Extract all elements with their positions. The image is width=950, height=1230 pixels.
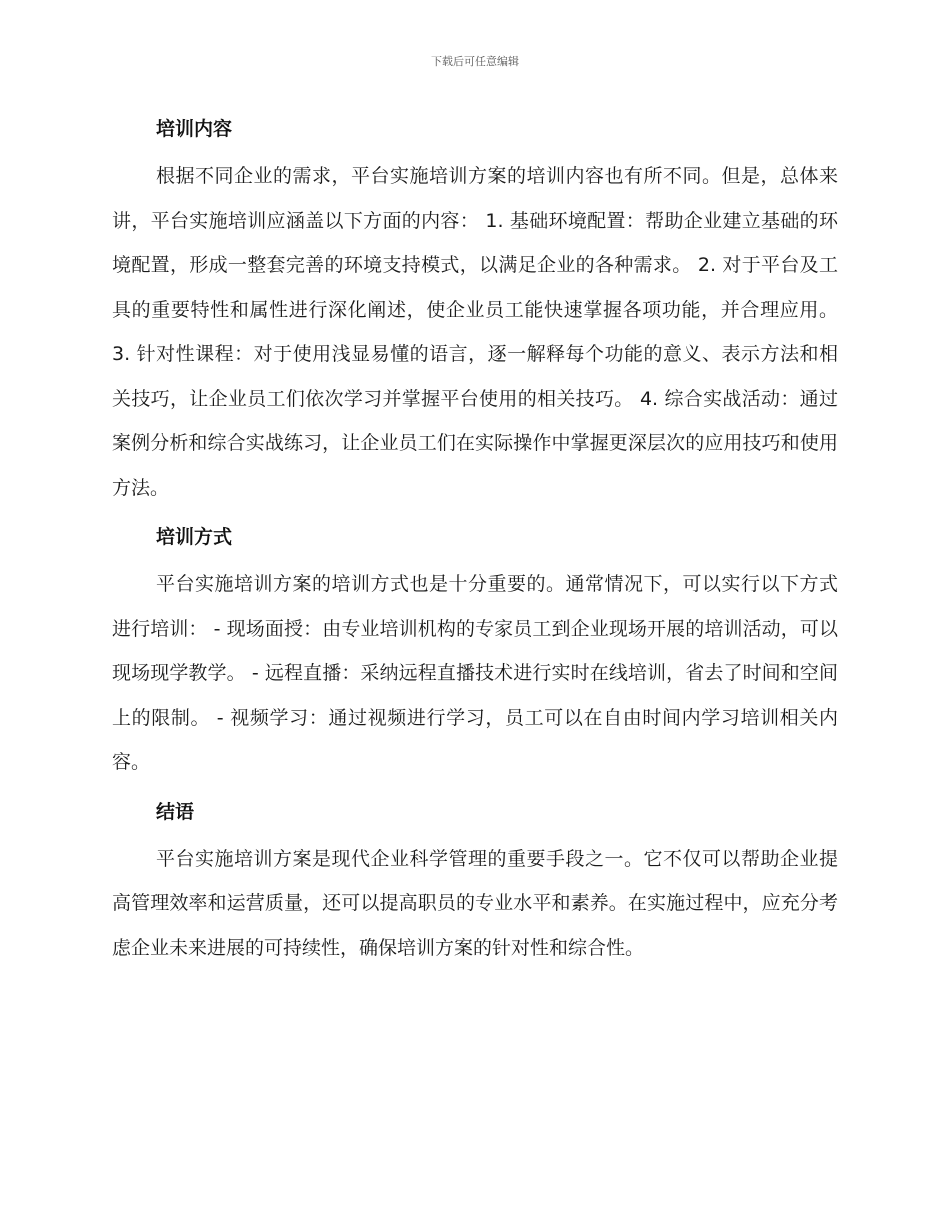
section-heading: 培训方式: [156, 526, 233, 548]
section-heading: 结语: [156, 800, 195, 823]
section-conclusion: [112, 793, 838, 971]
section-paragraph: 平台实施培训方案的培训方式也是十分重要的。通常情况下，可以实行以下方式进行培训： - 现场面授：由专业培训机构的专家员工到企业现场开展的培训活动，可以现场现学教学。 - 远程直播：采纳远程直播技术进行实时在线培训，省去了时间和空间上的限制。 - 视频学习：通过视频进行学习，员工可以在自由时间内学习培训相关内容。: [112, 573, 838, 773]
document-body: [112, 110, 838, 970]
page-header-note: 下载后可任意编辑: [431, 55, 519, 68]
section-heading: 培训内容: [156, 118, 233, 140]
section-paragraph: 平台实施培训方案是现代企业科学管理的重要手段之一。它不仅可以帮助企业提高管理效率和运营质量，还可以提高职员的专业水平和素养。在实施过程中，应充分考虑企业未来进展的可持续性，确保培训方案的针对性和综合性。: [112, 847, 838, 959]
section-paragraph: 根据不同企业的需求，平台实施培训方案的培训内容也有所不同。但是，总体来讲，平台实施培训应涵盖以下方面的内容： 1. 基础环境配置：帮助企业建立基础的环境配置，形成一整套完善的环境支持模式，以满足企业的各种需求。 2. 对于平台及工具的重要特性和属性进行深化阐述，使企业员工能快速掌握各项功能，并合理应用。 3. 针对性课程：对于使用浅显易懂的语言，逐一解释每个功能的意义、表示方法和相关技巧，让企业员工们依次学习并掌握平台使用的相关技巧。 4. 综合实战活动：通过案例分析和综合实战练习，让企业员工们在实际操作中掌握更深层次的应用技巧和使用方法。: [112, 165, 838, 499]
section-training-method: [112, 518, 838, 785]
section-training-content: [112, 110, 838, 510]
